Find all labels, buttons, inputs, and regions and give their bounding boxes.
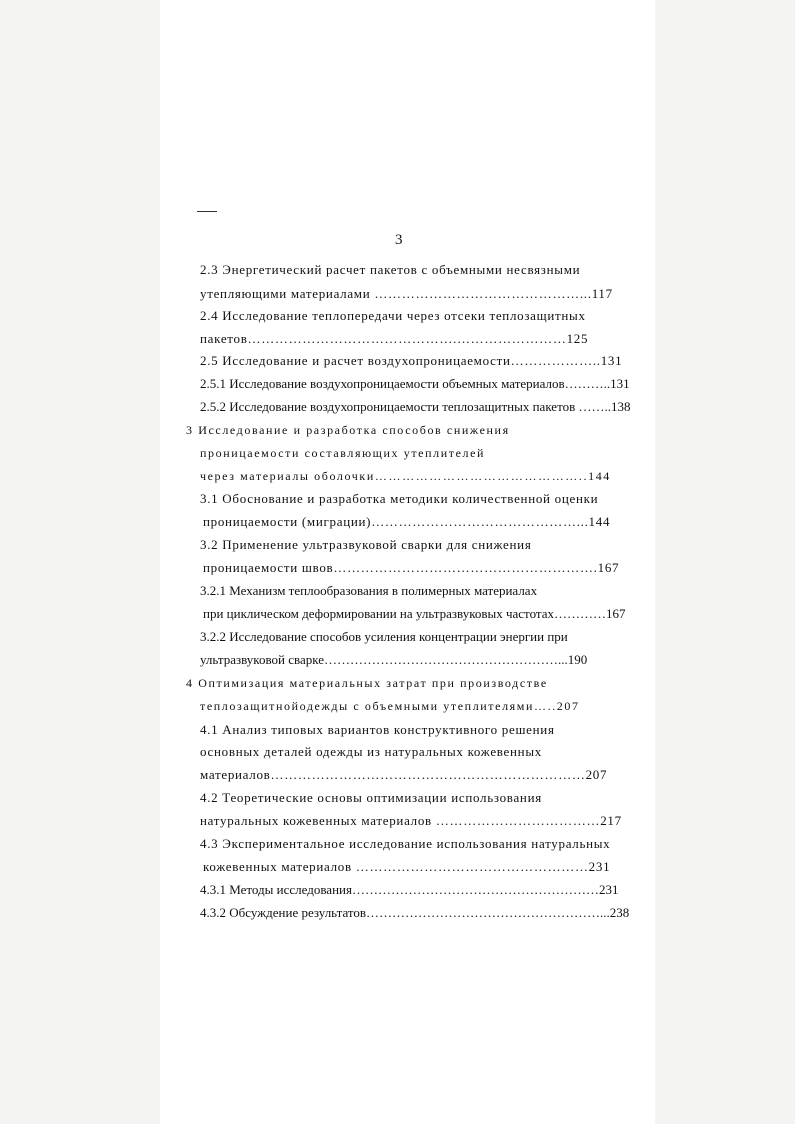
toc-line: утепляющими материалами ………………………………………...117	[200, 286, 613, 301]
toc-line: 2.5.2 Исследование воздухопроницаемости теплозащитных пакетов ……..138	[200, 399, 631, 414]
toc-line: 4.2 Теоретические основы оптимизации использования	[200, 790, 542, 805]
toc-line: основных деталей одежды из натуральных кожевенных	[200, 744, 542, 759]
toc-line: 3.2.1 Механизм теплообразования в полимерных материалах	[200, 583, 538, 598]
toc-line: 4.1 Анализ типовых вариантов конструктивного решения	[200, 722, 555, 737]
toc-line: 3.2 Применение ультразвуковой сварки для снижения	[200, 537, 532, 552]
toc-line: кожевенных материалов ……………………………………………231	[203, 859, 611, 874]
toc-line: 2.4 Исследование теплопередачи через отсеки теплозащитных	[200, 308, 586, 323]
toc-line: проницаемости (миграции)………………………………………...144	[203, 514, 611, 529]
toc-line: 2.5.1 Исследование воздухопроницаемости объемных материалов………..131	[200, 376, 630, 391]
toc-line: при циклическом деформировании на ультразвуковых частотах…………167	[203, 606, 626, 621]
toc-line: 4.3.2 Обсуждение результатов………………………………………………...238	[200, 905, 630, 920]
header-dash	[197, 211, 217, 212]
toc-line: натуральных кожевенных материалов ………………………………217	[200, 813, 622, 828]
toc-chapter-line: теплозащитнойодежды с объемными утеплителями…..207	[200, 699, 580, 713]
toc-line: 3.1 Обоснование и разработка методики количественной оценки	[200, 491, 599, 506]
toc-chapter-line: через материалы оболочки………………………………………..144	[200, 469, 611, 483]
page-number: 3	[395, 232, 403, 248]
toc-chapter-line: 3 Исследование и разработка способов снижения	[186, 423, 510, 437]
toc-line: материалов……………………………………………………………207	[200, 767, 608, 782]
toc-line: 3.2.2 Исследование способов усиления концентрации энергии при	[200, 629, 568, 644]
toc-line: 4.3 Экспериментальное исследование использования натуральных	[200, 836, 611, 851]
toc-line: проницаемости швов………………………………………………….167	[203, 560, 620, 575]
toc-line: 2.3 Энергетический расчет пакетов с объемными несвязными	[200, 262, 581, 277]
toc-line: 4.3.1 Методы исследования…………………………………………………231	[200, 882, 619, 897]
toc-line: ультразвуковой сварке………………………………………………...190	[200, 652, 588, 667]
toc-chapter-line: 4 Оптимизация материальных затрат при производстве	[186, 676, 548, 690]
toc-chapter-line: проницаемости составляющих утеплителей	[200, 446, 486, 460]
toc-line: пакетов……………………………………….……………………125	[200, 331, 589, 346]
toc-line: 2.5 Исследование и расчет воздухопроницаемости………………..131	[200, 353, 623, 368]
